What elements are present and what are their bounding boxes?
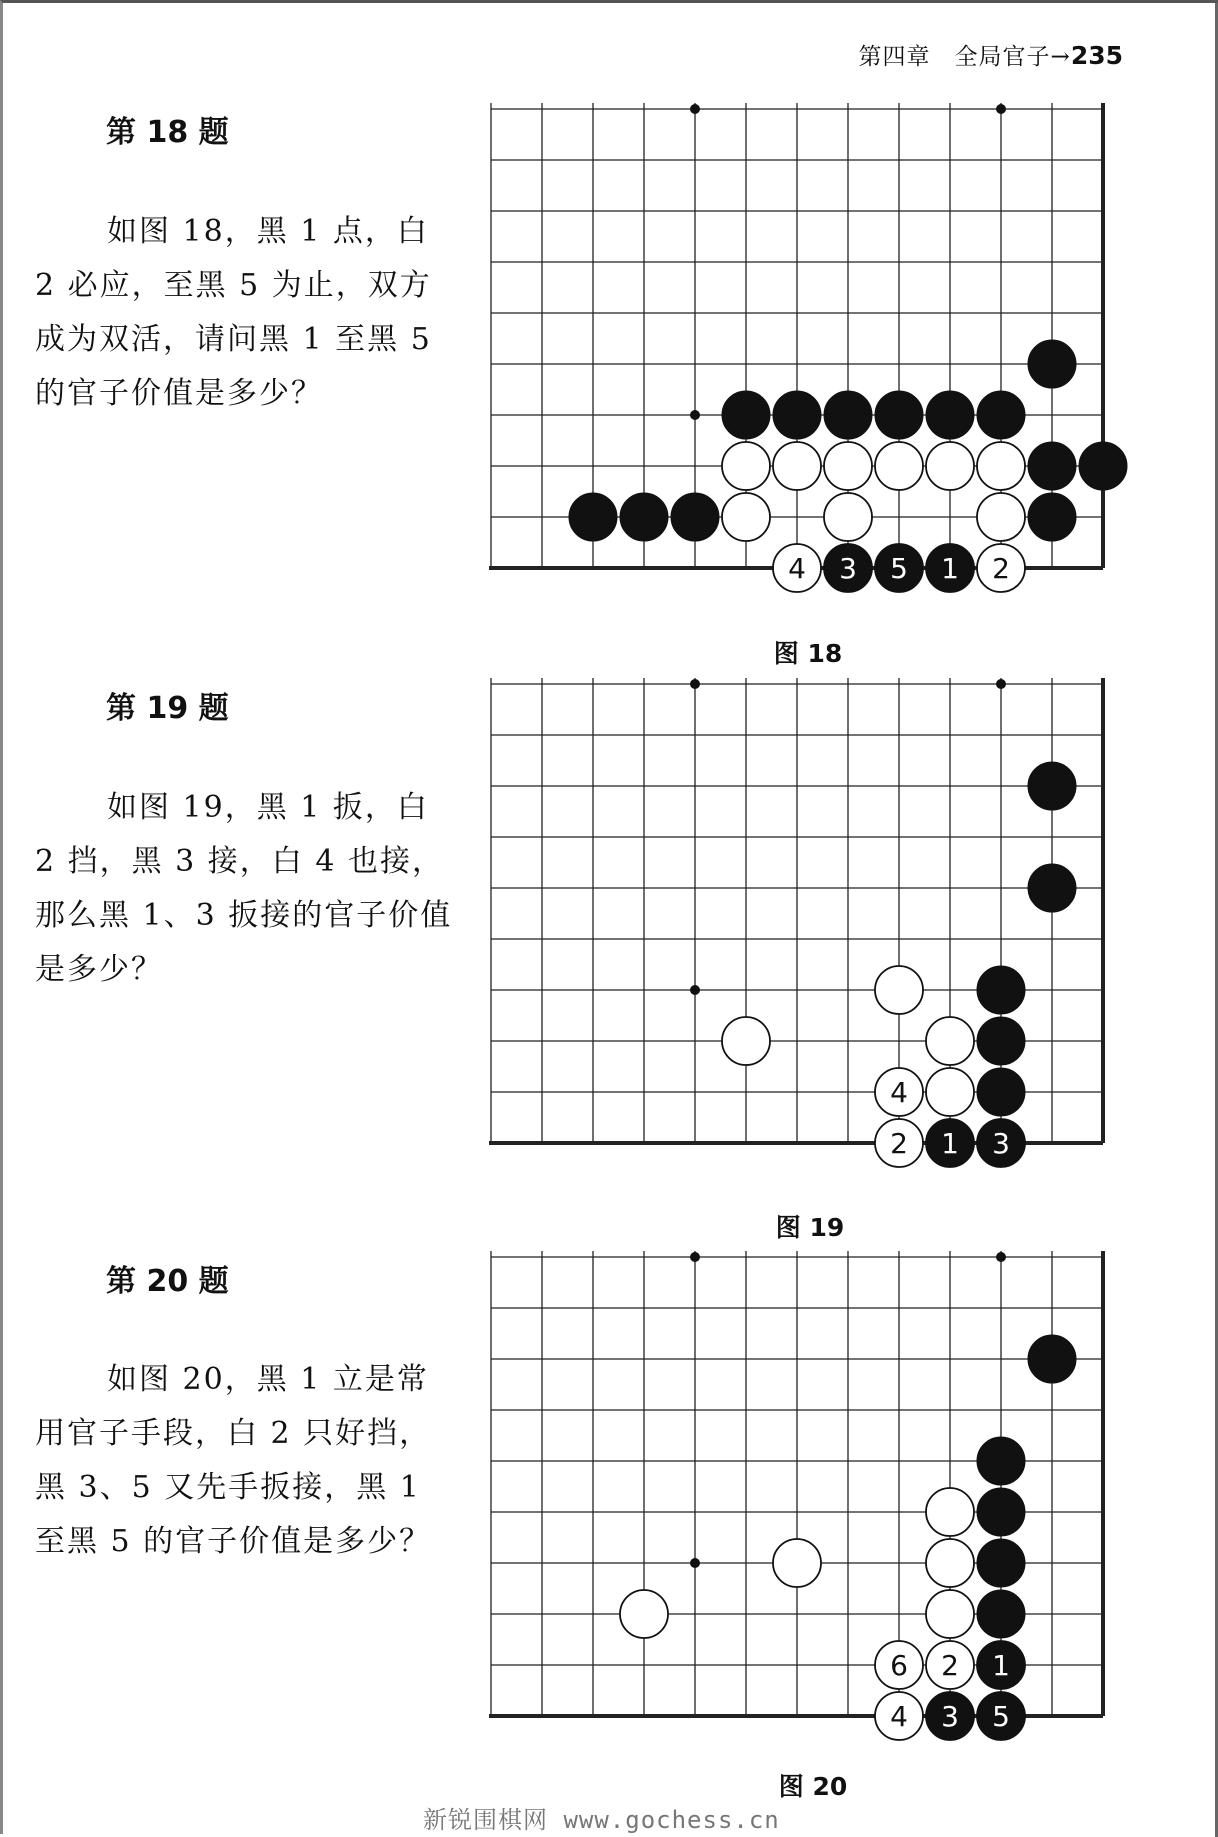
white-stone [824, 493, 872, 541]
move-number: 3 [839, 552, 857, 585]
black-stone [1028, 442, 1076, 490]
black-stone [977, 391, 1025, 439]
white-stone [926, 1017, 974, 1065]
star-point [996, 104, 1006, 114]
star-point [996, 679, 1006, 689]
black-stone [1028, 493, 1076, 541]
white-stone [722, 442, 770, 490]
white-stone [722, 493, 770, 541]
black-stone [977, 966, 1025, 1014]
problem-19-text: 如图 19，黑 1 扳，白 2 挡，黑 3 接，白 4 也接，那么黑 1、3 扳接的官子价值是多少？ [35, 790, 453, 987]
white-stone [977, 442, 1025, 490]
black-stone [824, 391, 872, 439]
move-number: 4 [890, 1076, 908, 1109]
chapter-label: 第四章 [858, 44, 931, 70]
star-point [996, 1252, 1006, 1262]
section-label: 全局官子→ [954, 44, 1071, 70]
move-number: 2 [992, 552, 1010, 585]
black-stone [926, 391, 974, 439]
black-stone [1079, 442, 1127, 490]
move-number: 5 [890, 552, 908, 585]
problem-18-text: 如图 18，黑 1 点，白 2 必应，至黑 5 为止，双方成为双活，请问黑 1 至黑 5 的官子价值是多少？ [35, 214, 432, 411]
black-stone [671, 493, 719, 541]
black-stone [1028, 1335, 1076, 1383]
move-number: 2 [941, 1649, 959, 1682]
watermark: 新锐围棋网 www.gochess.cn [423, 1806, 780, 1834]
black-stone [977, 1590, 1025, 1638]
black-stone [977, 1488, 1025, 1536]
white-stone [773, 1539, 821, 1587]
star-point [690, 985, 700, 995]
white-stone [875, 966, 923, 1014]
black-stone [875, 391, 923, 439]
figure-20-caption: 图 20 [778, 1772, 848, 1801]
star-point [690, 104, 700, 114]
black-stone [1028, 762, 1076, 810]
black-stone [1028, 864, 1076, 912]
black-stone [1028, 340, 1076, 388]
move-number: 3 [992, 1127, 1010, 1160]
move-number: 1 [941, 1127, 959, 1160]
go-diagrams [3, 3, 1218, 1837]
move-number: 1 [992, 1649, 1010, 1682]
star-point [690, 1558, 700, 1568]
black-stone [773, 391, 821, 439]
move-number: 4 [890, 1700, 908, 1733]
black-stone [569, 493, 617, 541]
white-stone [926, 1539, 974, 1587]
problem-20-title: 第 20 题 [106, 1264, 229, 1299]
black-stone [722, 391, 770, 439]
move-number: 1 [941, 552, 959, 585]
star-point [690, 410, 700, 420]
white-stone [620, 1590, 668, 1638]
white-stone [926, 1590, 974, 1638]
white-stone [875, 442, 923, 490]
problem-20-text: 如图 20，黑 1 立是常用官子手段，白 2 只好挡，黑 3、5 又先手扳接，黑 1 至黑 5 的官子价值是多少？ [35, 1362, 432, 1559]
move-number: 6 [890, 1649, 908, 1682]
white-stone [977, 493, 1025, 541]
white-stone [824, 442, 872, 490]
move-number: 5 [992, 1700, 1010, 1733]
white-stone [722, 1017, 770, 1065]
white-stone [926, 442, 974, 490]
white-stone [926, 1488, 974, 1536]
figure-18-caption: 图 18 [773, 639, 843, 668]
white-stone [926, 1068, 974, 1116]
problem-19-title: 第 19 题 [106, 691, 229, 726]
figure-19-caption: 图 19 [775, 1213, 845, 1242]
star-point [690, 1252, 700, 1262]
black-stone [977, 1068, 1025, 1116]
black-stone [977, 1017, 1025, 1065]
problem-18-title: 第 18 题 [106, 115, 229, 150]
move-number: 4 [788, 552, 806, 585]
page-number: 235 [1070, 41, 1123, 70]
star-point [690, 679, 700, 689]
black-stone [620, 493, 668, 541]
black-stone [977, 1437, 1025, 1485]
move-number: 2 [890, 1127, 908, 1160]
move-number: 3 [941, 1700, 959, 1733]
black-stone [977, 1539, 1025, 1587]
white-stone [773, 442, 821, 490]
